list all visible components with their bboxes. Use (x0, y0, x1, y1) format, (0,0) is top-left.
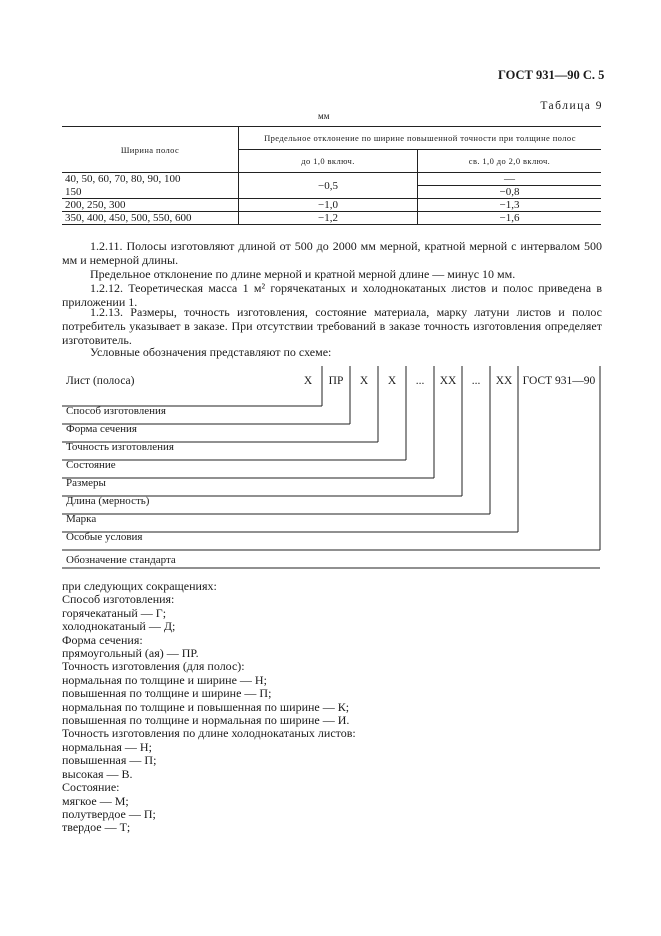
list-item: полутвердое — П; (62, 806, 156, 821)
table-number: Таблица 9 (540, 100, 603, 112)
scheme-code: Х (387, 375, 397, 387)
paragraph-1-2-11: 1.2.11. Полосы изготовляют длиной от 500 до 2000 мм мерной, кратной мерной с интервалом 500 мм и немерной длины. (62, 239, 602, 267)
scheme-label: Длина (мерность) (66, 495, 150, 507)
cell-width: 150 (62, 186, 239, 199)
scheme-code: ... (415, 375, 425, 387)
scheme-label: Марка (66, 513, 97, 525)
scheme-code: ХХ (439, 375, 457, 387)
list-item: горячекатаный — Г; (62, 605, 167, 620)
list-item: прямоугольный (ая) — ПР. (62, 646, 199, 661)
cell-to-1: −0,5 (239, 173, 418, 199)
table-row (62, 212, 601, 225)
cell-over-1: −1,6 (418, 212, 602, 225)
list-item: повышенная — П; (62, 753, 157, 768)
paragraph-scheme-intro: Условные обозначения представляют по схеме: (90, 345, 332, 359)
scheme-label: Точность изготовления (66, 441, 174, 453)
cell-over-1: −0,8 (418, 186, 602, 199)
list-item: Точность изготовления по длине холоднокатаных листов: (62, 726, 356, 741)
scheme-code: ... (471, 375, 481, 387)
paragraph-1-2-13: 1.2.13. Размеры, точность изготовления, состояние материала, марку латуни листов и полос потребитель указывает в заказе. При отсутствии требований в заказе точность изготовления определяет изготовитель. (62, 305, 602, 347)
paragraph-1-2-12: 1.2.12. Теоретическая масса 1 м² горячекатаных и холоднокатаных листов и полос приведена в приложении 1. (62, 281, 602, 309)
page-header: ГОСТ 931—90 С. 5 (498, 68, 605, 82)
table-row (62, 199, 601, 212)
list-item: высокая — В. (62, 766, 133, 781)
cell-over-1: −1,3 (418, 199, 602, 212)
list-item: Точность изготовления (для полос): (62, 659, 245, 674)
scheme-standard: ГОСТ 931—90 (522, 375, 596, 387)
table-row (62, 173, 601, 186)
list-item: при следующих сокращениях: (62, 579, 217, 593)
list-item: нормальная по толщине и ширине — Н; (62, 672, 267, 687)
deviation-table (62, 126, 601, 225)
col-header-width: Ширина полос (62, 127, 239, 173)
list-item: твердое — Т; (62, 820, 131, 835)
scheme-code: Х (303, 375, 313, 387)
list-item: мягкое — М; (62, 793, 129, 808)
scheme-label: Особые условия (66, 531, 143, 543)
list-item: Способ изготовления: (62, 592, 175, 607)
col-header-deviation: Предельное отклонение по ширине повышенной точности при толщине полос (239, 127, 602, 150)
scheme-label: Обозначение стандарта (66, 554, 176, 566)
list-item: нормальная по толщине и повышенная по ширине — К; (62, 699, 350, 714)
col-header-over-1: св. 1,0 до 2,0 включ. (418, 150, 602, 173)
paragraph-length-deviation: Предельное отклонение по длине мерной и кратной мерной длине — минус 10 мм. (90, 267, 516, 281)
cell-to-1: −1,0 (239, 199, 418, 212)
list-item: повышенная по толщине и нормальная по ширине — И. (62, 713, 350, 728)
scheme-label: Форма сечения (66, 423, 137, 435)
list-item: нормальная — Н; (62, 739, 152, 754)
scheme-label: Способ изготовления (66, 405, 166, 417)
cell-to-1: −1,2 (239, 212, 418, 225)
scheme-code: ХХ (495, 375, 513, 387)
scheme-label: Размеры (66, 477, 106, 489)
col-header-to-1: до 1,0 включ. (239, 150, 418, 173)
abbreviations-list (62, 580, 356, 835)
scheme-product: Лист (полоса) (66, 375, 135, 387)
cell-width: 350, 400, 450, 500, 550, 600 (62, 212, 239, 225)
scheme-label: Состояние (66, 459, 116, 471)
scheme-code: Х (359, 375, 369, 387)
table-unit: мм (318, 111, 330, 121)
cell-width: 40, 50, 60, 70, 80, 90, 100 (65, 173, 181, 186)
designation-scheme (62, 366, 602, 571)
scheme-code: ПР (328, 375, 344, 387)
list-item: повышенная по толщине и ширине — П; (62, 686, 272, 701)
list-item: холоднокатаный — Д; (62, 619, 176, 634)
cell-width: 200, 250, 300 (62, 199, 239, 212)
cell-over-1: — (418, 173, 602, 186)
list-item: Состояние: (62, 780, 120, 795)
list-item: Форма сечения: (62, 632, 143, 647)
